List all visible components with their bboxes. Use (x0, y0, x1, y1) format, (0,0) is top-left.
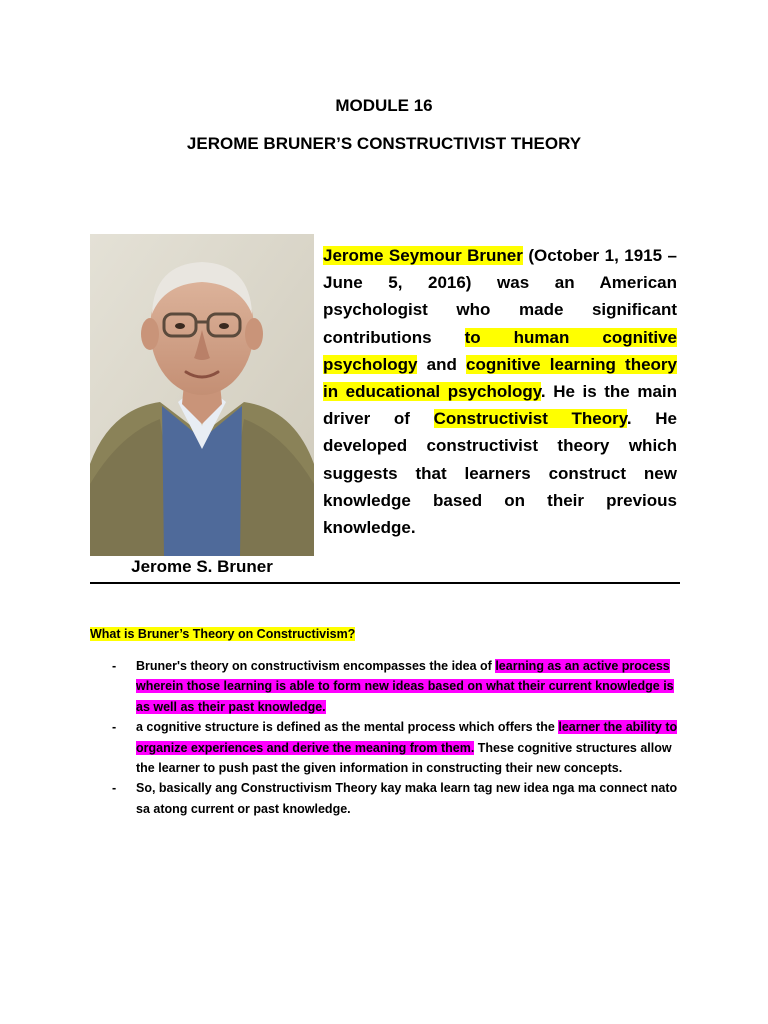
horizontal-divider (90, 582, 680, 584)
bio-highlight-learning-theory: cognitive learning theory in educational psychology (323, 354, 678, 402)
bio-highlight-constructivist: Constructivist Theory (433, 409, 627, 429)
section-heading-text: What is Bruner’s Theory on Constructivism? (90, 627, 356, 641)
list-item-text: These cognitive structures allow the learner to push past the given information in constructing their new concepts. (136, 740, 672, 776)
bullet-list (90, 656, 680, 819)
list-item (90, 717, 680, 778)
list-item-text: So, basically ang Constructivism Theory kay maka learn tag new idea nga ma connect nato sa atong current or past knowledge. (136, 781, 678, 816)
bruner-portrait-photo (90, 234, 314, 556)
dash-marker: - (112, 720, 117, 735)
bio-text: . He is the main driver of (323, 382, 678, 429)
bio-text: . He developed constructivist theory which suggests that learners construct new knowledge based on their previous knowledge. (323, 409, 677, 538)
bio-text: (October 1, 1915 – June 5, 2016) was an American psychologist who made significant contributions (323, 246, 677, 347)
list-item-highlight: learner the ability to organize experiences and derive the meaning from them. (136, 720, 678, 755)
list-item-text: a cognitive structure is defined as the mental process which offers the (136, 720, 559, 735)
section-heading (90, 625, 355, 643)
bio-name-highlight: Jerome Seymour Bruner (323, 246, 523, 265)
photo-caption: Jerome S. Bruner (131, 557, 273, 576)
bio-paragraph (323, 242, 677, 541)
list-item (90, 778, 680, 819)
dash-marker: - (112, 781, 117, 796)
list-item (90, 656, 680, 717)
title-block (0, 92, 768, 158)
list-item-text: Bruner's theory on constructivism encompasses the idea of (136, 659, 496, 673)
module-number: MODULE 16 (335, 96, 433, 115)
bio-text: and (417, 354, 466, 374)
bio-highlight-cognitive: to human cognitive psychology (323, 327, 678, 374)
document-title: JEROME BRUNER’S CONSTRUCTIVIST THEORY (186, 134, 582, 153)
list-item-highlight: learning as an active process wherein those learning is able to form new ideas based on what their current knowledge is as well as their past knowledge. (136, 659, 674, 714)
dash-marker: - (112, 659, 117, 673)
